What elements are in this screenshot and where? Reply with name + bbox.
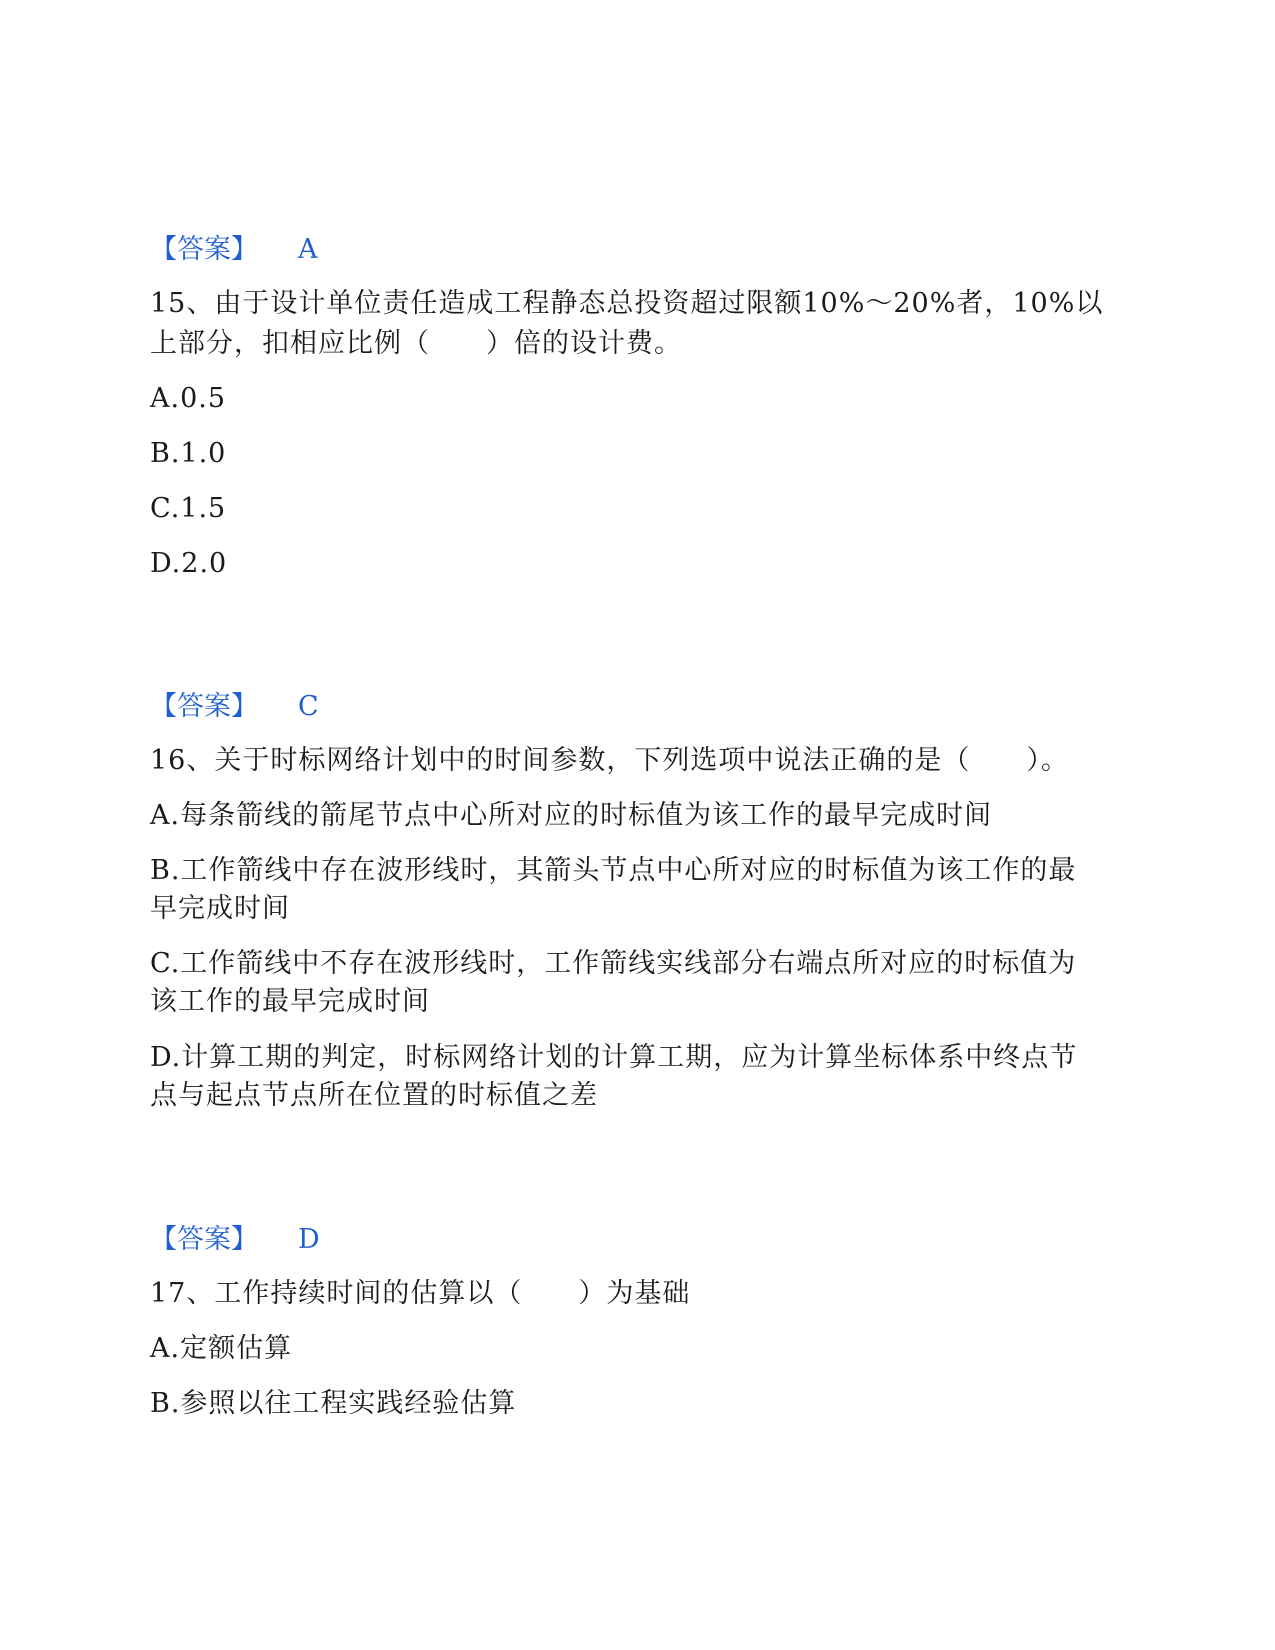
option-b-line-1: B.工作箭线中存在波形线时，其箭头节点中心所对应的时标值为该工作的最 [150,855,1077,886]
option-a: A.每条箭线的箭尾节点中心所对应的时标值为该工作的最早完成时间 [150,800,993,831]
question-15-line-2: 上部分，扣相应比例（ ）倍的设计费。 [150,328,682,359]
answer-label: 【答案】 [150,234,258,265]
option-c: C.1.5 [150,493,227,524]
option-c-line-2: 该工作的最早完成时间 [150,986,430,1017]
answer-value: C [298,691,319,722]
question-16-line-1: 16、关于时标网络计划中的时间参数，下列选项中说法正确的是（ ）。 [150,745,1069,776]
option-d-line-1: D.计算工期的判定，时标网络计划的计算工期，应为计算坐标体系中终点节 [150,1042,1078,1073]
answer-label: 【答案】 [150,691,258,722]
answer-row [150,230,318,270]
option-b: B.参照以往工程实践经验估算 [150,1388,517,1419]
option-a: A.定额估算 [150,1333,293,1364]
answer-row [150,687,319,727]
question-15-line-1: 15、由于设计单位责任造成工程静态总投资超过限额10%～20%者，10%以 [150,288,1104,319]
option-a: A.0.5 [150,383,227,414]
option-d: D.2.0 [150,548,228,579]
option-b: B.1.0 [150,438,227,469]
answer-value: A [298,234,318,265]
option-d-line-2: 点与起点节点所在位置的时标值之差 [150,1080,598,1111]
option-b-line-2: 早完成时间 [150,893,290,924]
answer-row [150,1220,320,1260]
answer-label: 【答案】 [150,1224,258,1255]
option-c-line-1: C.工作箭线中不存在波形线时，工作箭线实线部分右端点所对应的时标值为 [150,948,1077,979]
question-17-line-1: 17、工作持续时间的估算以（ ）为基础 [150,1278,691,1309]
answer-value: D [298,1224,320,1255]
